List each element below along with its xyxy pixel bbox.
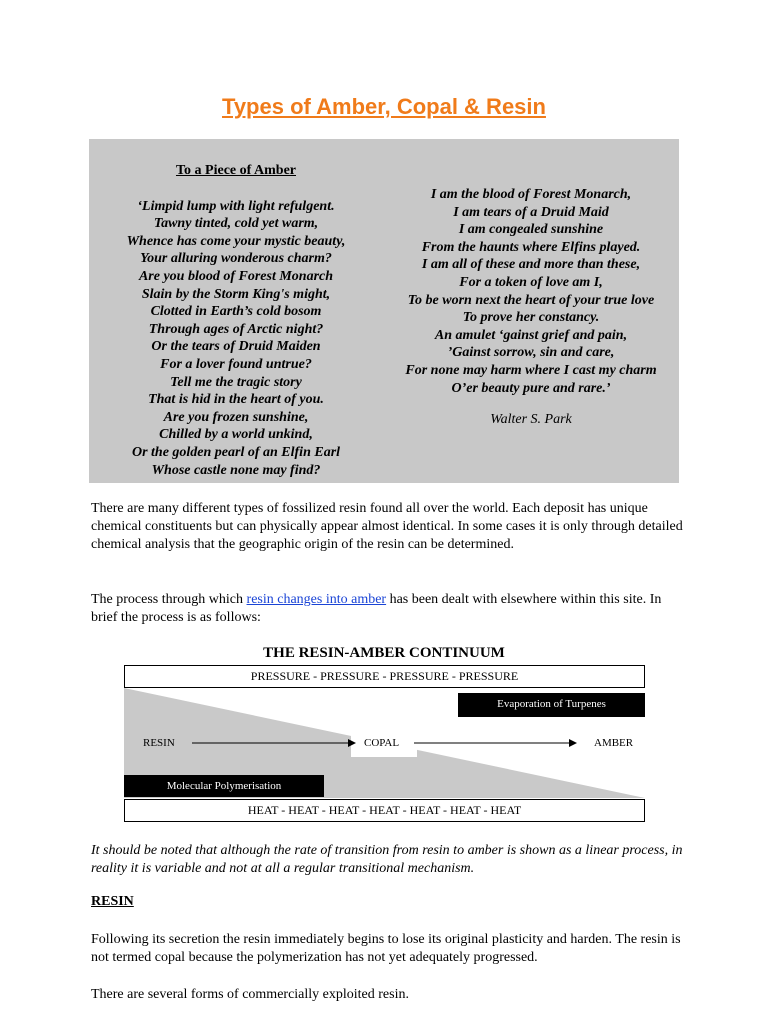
poem-left-line: Slain by the Storm King's might, xyxy=(141,286,331,302)
poem-left-line: Chilled by a world unkind, xyxy=(159,427,313,443)
poem-left-line: Clotted in Earth’s cold bosom xyxy=(150,304,322,320)
process-text-after: has been dealt with elsewhere within this site. In brief the process is as follows: xyxy=(91,592,662,625)
poem-left-line: Whose castle none may find? xyxy=(151,462,321,478)
poem-right-lines xyxy=(383,186,679,397)
transition-note: It should be noted that although the rate of transition from resin to amber is shown as a linear process, in reality it is variable and not at all a regular transitional mechanism. xyxy=(91,843,683,876)
page-title: Types of Amber, Copal & Resin xyxy=(222,94,546,119)
resin-amber-diagram xyxy=(124,665,645,823)
resin-amber-link[interactable]: resin changes into amber xyxy=(246,592,387,607)
poem-left-line: Through ages of Arctic night? xyxy=(148,321,324,337)
poem-left-line: Are you frozen sunshine, xyxy=(163,409,309,425)
polymerisation-box: Molecular Polymerisation xyxy=(124,775,324,797)
poem-left-line: For a lover found untrue? xyxy=(160,356,312,372)
intro-paragraph: There are many different types of fossilized resin found all over the world. Each deposit has unique chemical constituents but can physically appear almost identical. In some cases it is only through detailed chemical analysis that the geographic origin of the resin can be determined. xyxy=(91,501,683,552)
poem-left-line: Your alluring wonderous charm? xyxy=(140,251,332,267)
poem-right-line: For none may harm where I cast my charm xyxy=(405,362,657,378)
poem-left-line: Or the golden pearl of an Elfin Earl xyxy=(131,444,341,460)
poem-right-line: I am all of these and more than these, xyxy=(421,257,641,273)
poem-right-line: O’er beauty pure and rare.’ xyxy=(451,380,611,396)
process-text-before: The process through which xyxy=(91,592,247,607)
arrow-head-2 xyxy=(569,739,577,747)
poem-right-line: ’Gainst sorrow, sin and care, xyxy=(447,345,615,361)
copal-label: COPAL xyxy=(364,737,400,749)
poem-right-line: To prove her constancy. xyxy=(462,310,600,326)
resin-section-heading: RESIN xyxy=(91,894,134,909)
poem-left-line: Are you blood of Forest Monarch xyxy=(138,268,334,284)
resin-label: RESIN xyxy=(143,737,175,749)
poem-right-line: An amulet ‘gainst grief and pain, xyxy=(434,327,628,343)
poem-left-line: Or the tears of Druid Maiden xyxy=(151,339,321,355)
poem-title: To a Piece of Amber xyxy=(175,163,296,178)
poem-left-line: Tell me the tragic story xyxy=(170,374,302,390)
process-paragraph xyxy=(91,591,691,627)
poem-left-line: ‘Limpid lump with light refulgent. xyxy=(137,198,335,214)
poem-left-line: Whence has come your mystic beauty, xyxy=(126,233,346,249)
poem-right-line: I am congealed sunshine xyxy=(458,222,604,238)
poem-author: Walter S. Park xyxy=(490,412,572,428)
poem-right-line: To be worn next the heart of your true love xyxy=(407,292,655,308)
poem-right-line: From the haunts where Elfins played. xyxy=(421,239,641,255)
diagram-heading: THE RESIN-AMBER CONTINUUM xyxy=(263,645,505,661)
poem-box xyxy=(89,139,679,483)
poem-right-line: For a token of love am I, xyxy=(459,274,603,290)
resin-forms-paragraph: There are several forms of commercially exploited resin. xyxy=(91,987,409,1002)
poem-left-lines xyxy=(89,198,383,480)
poem-left-line: That is hid in the heart of you. xyxy=(148,392,324,408)
poem-left-column xyxy=(89,162,383,479)
heat-band: HEAT - HEAT - HEAT - HEAT - HEAT - HEAT - HEAT xyxy=(124,799,645,822)
poem-left-line: Tawny tinted, cold yet warm, xyxy=(153,216,319,232)
pressure-band: PRESSURE - PRESSURE - PRESSURE - PRESSURE xyxy=(124,665,645,688)
poem-right-line: I am the blood of Forest Monarch, xyxy=(430,187,632,202)
evaporation-box: Evaporation of Turpenes xyxy=(458,693,645,717)
resin-paragraph: Following its secretion the resin immediately begins to lose its original plasticity and harden. The resin is not termed copal because the polymerization has not yet adequately progressed. xyxy=(91,932,681,965)
poem-right-column xyxy=(383,186,679,429)
poem-right-line: I am tears of a Druid Maid xyxy=(453,204,609,220)
amber-label: AMBER xyxy=(594,737,634,749)
